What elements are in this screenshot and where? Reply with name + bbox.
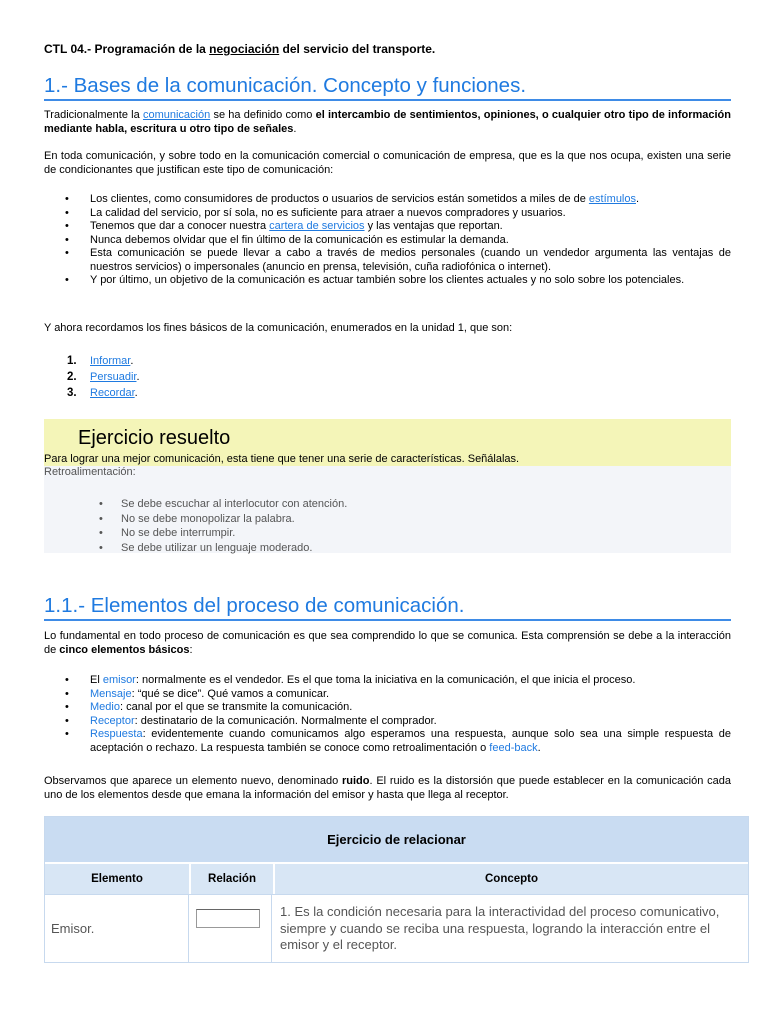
term-mensaje: Mensaje: [90, 687, 132, 700]
exercise-title: Ejercicio resuelto: [78, 427, 231, 449]
p1-bold: el intercambio de sentimientos, opiniones, o cualquier otro tipo de información mediante habla, escritura u otro tipo de señales: [44, 109, 731, 135]
item-text: : evidentemente cuando comunicamos algo esperamos una respuesta, aunque solo sea una simple respuesta de aceptación o rechazo. La respuesta también se conoce como retroalimentación o: [90, 728, 731, 754]
p-bold: ruido: [341, 775, 370, 787]
feedback-list: [44, 497, 347, 555]
p1-mid: se ha definido como: [210, 109, 316, 121]
list-number: 2.: [67, 371, 77, 383]
list-item: [44, 234, 731, 248]
list-item: [44, 715, 731, 729]
matching-exercise-table: [44, 816, 749, 963]
column-header-relacion: Relación: [191, 864, 275, 894]
list-end: .: [130, 355, 134, 367]
conditions-list: [44, 193, 731, 288]
p1-pre: Tradicionalmente la: [44, 109, 143, 121]
bullet-text: Esta comunicación se puede llevar a cabo a través de medios personales (cuando un vendedor argumenta las ventajas de nuestros servicios) o impersonales (anuncio en prensa, televisión, cuña radiofónica o internet).: [90, 247, 731, 273]
bullet-text: Y por último, un objetivo de la comunicación es actuar también sobre los clientes actuales y no solo sobre los potenciales.: [90, 274, 685, 286]
list-end: .: [136, 371, 140, 383]
link-informar[interactable]: Informar: [90, 355, 131, 367]
elements-list: [44, 674, 731, 755]
link-recordar[interactable]: Recordar: [90, 387, 135, 399]
section-1-paragraph-1: [44, 109, 731, 136]
list-item: [44, 701, 731, 715]
list-item: • Se debe escuchar al interlocutor con atención.: [44, 497, 347, 512]
list-item: [44, 247, 731, 274]
list-item: • No se debe monopolizar la palabra.: [44, 512, 347, 527]
section-2-paragraph-1: [44, 630, 731, 657]
list-number: 3.: [67, 387, 77, 399]
list-item: [44, 728, 731, 755]
feedback-label: Retroalimentación:: [44, 466, 136, 478]
section-1-paragraph-2: En toda comunicación, y sobre todo en la comunicación comercial o comunicación de empresa, que es la que nos ocupa, existen una serie de condicionantes que justifican este tipo de comunicación:: [44, 150, 731, 176]
list-item: [44, 385, 140, 401]
exercise-box: [44, 419, 731, 553]
table-row: [45, 894, 748, 962]
header-post: del servicio del transporte.: [279, 42, 436, 56]
column-header-elemento: Elemento: [45, 864, 191, 894]
bullet-text: La calidad del servicio, por sí sola, no es suficiente para atraer a nuevos compradores y usuarios.: [90, 206, 566, 219]
list-number: 1.: [67, 355, 77, 367]
link-comunicacion[interactable]: comunicación: [142, 109, 211, 121]
list-item: [44, 674, 731, 688]
list-item: [44, 207, 731, 221]
list-item: • No se debe interrumpir.: [44, 526, 347, 541]
list-item: [44, 193, 731, 207]
p-post: . El ruido es la distorsión que puede establecer en la comunicación cada uno de los elementos desde que emana la información del emisor y hasta que llega al receptor.: [44, 775, 731, 801]
list-item: [44, 353, 140, 369]
table-title: Ejercicio de relacionar: [45, 817, 748, 862]
p-pre: Observamos que aparece un elemento nuevo, denominado: [44, 775, 342, 787]
link-estimulos[interactable]: estímulos: [588, 193, 636, 205]
header-link: negociación: [209, 42, 280, 56]
bullet-text: Tenemos que dar a conocer nuestra: [90, 220, 270, 232]
relation-input[interactable]: [196, 909, 260, 928]
item-end: .: [537, 741, 541, 754]
term-respuesta: Respuesta: [90, 728, 143, 740]
term-emisor: emisor: [102, 674, 136, 686]
header-pre: CTL 04.- Programación de la: [44, 42, 210, 56]
item-text: : canal por el que se transmite la comunicación.: [119, 701, 353, 713]
term-receptor: Receptor: [90, 714, 135, 727]
p-post: :: [189, 643, 193, 656]
term-feed-back: feed-back: [489, 741, 538, 754]
list-end: .: [134, 387, 138, 399]
list-item: [44, 220, 731, 234]
bullet-text: Nunca debemos olvidar que el fin último de la comunicación es estimular la demanda.: [90, 233, 509, 246]
bullet-text: Los clientes, como consumidores de productos o usuarios de servicios están sometidos a miles de de: [90, 193, 589, 205]
item-text: : “qué se dice”. Qué vamos a comunicar.: [131, 687, 330, 700]
list-item: [44, 688, 731, 702]
bullet-text-end: y las ventajas que reportan.: [364, 220, 503, 232]
column-header-concepto: Concepto: [484, 873, 539, 885]
document-header: [44, 42, 435, 56]
link-persuadir[interactable]: Persuadir: [90, 371, 137, 383]
table-header-row: [45, 862, 748, 894]
section-1-paragraph-3: Y ahora recordamos los fines básicos de la comunicación, enumerados en la unidad 1, que son:: [44, 322, 513, 334]
section-1-title: 1.- Bases de la comunicación. Concepto y funciones.: [44, 74, 731, 101]
cell-concepto: 1. Es la condición necesaria para la interactividad del proceso comunicativo, siempre y cuando se reciba una respuesta, logrando la interacción entre el emisor y el receptor.: [280, 904, 720, 952]
item-pre: El: [90, 674, 103, 686]
list-item: [44, 274, 731, 288]
section-2-title: 1.1.- Elementos del proceso de comunicación.: [44, 594, 731, 621]
link-cartera-servicios[interactable]: cartera de servicios: [269, 220, 365, 232]
term-medio: Medio: [90, 701, 120, 713]
cell-elemento: Emisor.: [45, 895, 189, 962]
p-pre: Lo fundamental en todo proceso de comunicación es que sea comprendido lo que se comunica. Esta comprensión se debe a la interacción de: [44, 630, 731, 656]
list-item: • Se debe utilizar un lenguaje moderado.: [44, 541, 347, 556]
list-item: [44, 369, 140, 385]
p1-post: .: [293, 122, 297, 135]
item-text: : normalmente es el vendedor. Es el que toma la iniciativa en la comunicación, el que inicia el proceso.: [135, 674, 636, 686]
exercise-question: Para lograr una mejor comunicación, esta tiene que tener una serie de características. Señálalas.: [44, 453, 520, 465]
bullet-text-end: .: [636, 193, 640, 205]
item-text: : destinatario de la comunicación. Normalmente el comprador.: [134, 714, 437, 727]
purposes-list: [44, 353, 140, 401]
cell-relacion: [189, 895, 272, 962]
p-bold: cinco elementos básicos: [59, 643, 190, 656]
section-2-paragraph-2: [44, 775, 731, 802]
